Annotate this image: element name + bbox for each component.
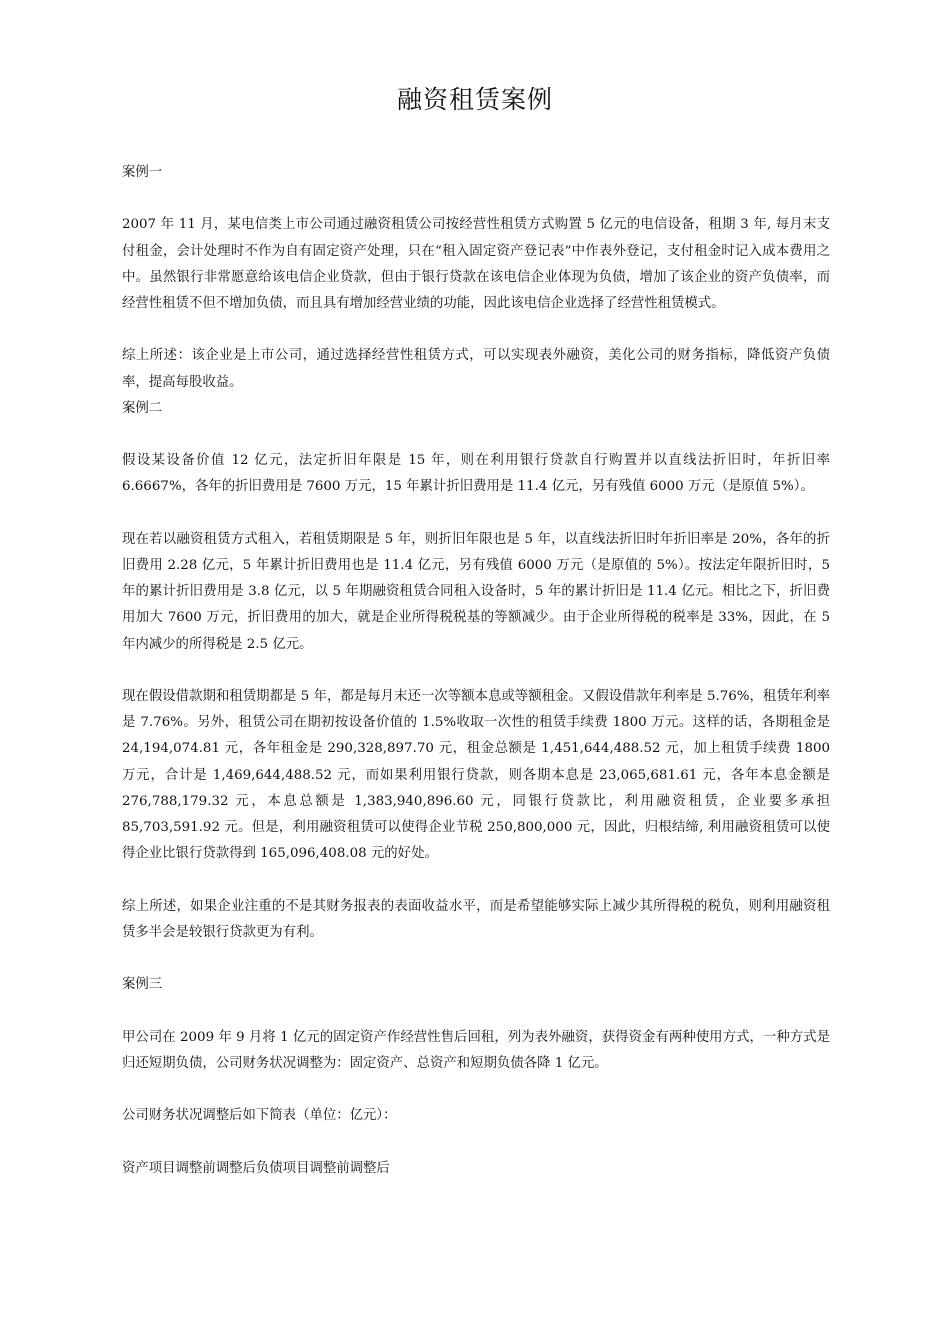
- spacer: [122, 998, 830, 1024]
- case1-heading: 案例一: [122, 165, 163, 180]
- spacer: [122, 946, 830, 972]
- spacer: [122, 317, 830, 343]
- spacer: [122, 501, 830, 527]
- case2-paragraph-1: 假设某设备价值 12 亿元，法定折旧年限是 15 年，则在利用银行贷款自行购置并以直线法折旧时，年折旧率 6.6667%，各年的折旧费用是 7600 万元，15 年累计折旧费用是 11.4 亿元，另有残值 6000 万元（是原值 5%）。: [122, 453, 830, 495]
- spacer: [122, 186, 830, 212]
- case2-summary: 综上所述，如果企业注重的不是其财务报表的表面收益水平，而是希望能够实际上减少其所得税的税负，则利用融资租赁多半会是较银行贷款更为有利。: [122, 898, 830, 940]
- spacer: [122, 867, 830, 893]
- spacer: [122, 1129, 830, 1155]
- document-title: 融资租赁案例: [396, 85, 553, 114]
- case2-paragraph-2: 现在若以融资租赁方式租入，若租赁期限是 5 年，则折旧年限也是 5 年，以直线法折旧时年折旧率是 20%，各年的折旧费用 2.28 亿元，5 年累计折旧费用也是 11.4 亿元，另有残值 6000 万元（是原值的 5%）。按法定年限折旧时，5 年的累计折旧费用是 3.8 亿元，以 5 年期融资租赁合同租入设备时，5 年的累计折旧是 11.4 亿元。相比之下，折旧费用加大 7600 万元，折旧费用的加大，就是企业所得税税基的等额减少。由于企业所得税的税率是 33%，因此，在 5 年内减少的所得税是 2.5 亿元。: [122, 531, 830, 652]
- document-body: [122, 160, 830, 1182]
- spacer: [122, 1077, 830, 1103]
- spacer: [122, 658, 830, 684]
- case2-paragraph-3: 现在假设借款期和租赁期都是 5 年，都是每月末还一次等额本息或等额租金。又假设借款年利率是 5.76%，租赁年利率是 7.76%。另外，租赁公司在期初按设备价值的 1.5%收取一次性的租赁手续费 1800 万元。这样的话，各期租金是 24,194,074.81 元，各年租金是 290,328,897.70 元，租金总额是 1,451,644,488.52 元，加上租赁手续费 1800 万元，合计是 1,469,644,488.52 元，而如果利用银行贷款，则各期本息是 23,065,681.61 元，各年本息金额是 276,788,179.32 元，本息总额是 1,383,940,896.60 元，同银行贷款比，利用融资租赁，企业要多承担 85,703,591.92 元。但是，利用融资租赁可以使得企业节税 250,800,000 元，因此，归根结缔, 利用融资租赁可以使得企业比银行贷款得到 165,096,408.08 元的好处。: [122, 688, 830, 862]
- case2-heading: 案例二: [122, 400, 163, 416]
- case3-heading: 案例三: [122, 977, 163, 993]
- case1-paragraph: 2007 年 11 月，某电信类上市公司通过融资租赁公司按经营性租赁方式购置 5 亿元的电信设备，租期 3 年, 每月末支付租金，会计处理时不作为自有固定资产处理，只在“租入固定资产登记表”中作表外登记，支付租金时记入成本费用之中。虽然银行非常愿意给该电信企业贷款，但由于银行贷款在该电信企业体现为负债，增加了该企业的资产负债率，而经营性租赁不但不增加负债，而且具有增加经营业绩的功能，因此该电信企业选择了经营性租赁模式。: [122, 217, 830, 311]
- case3-paragraph: 甲公司在 2009 年 9 月将 1 亿元的固定资产作经营性售后回租，列为表外融资，获得资金有两种使用方式，一种方式是归还短期负债，公司财务状况调整为：固定资产、总资产和短期负债各降 1 亿元。: [122, 1029, 830, 1071]
- case1-summary: 综上所述：该企业是上市公司，通过选择经营性租赁方式，可以实现表外融资，美化公司的财务指标，降低资产负债率，提高每股收益。: [122, 348, 830, 390]
- case3-table-caption: 公司财务状况调整后如下简表（单位：亿元）：: [122, 1108, 397, 1124]
- spacer: [122, 422, 830, 448]
- case3-table-header: 资产项目调整前调整后负债项目调整前调整后: [122, 1160, 390, 1176]
